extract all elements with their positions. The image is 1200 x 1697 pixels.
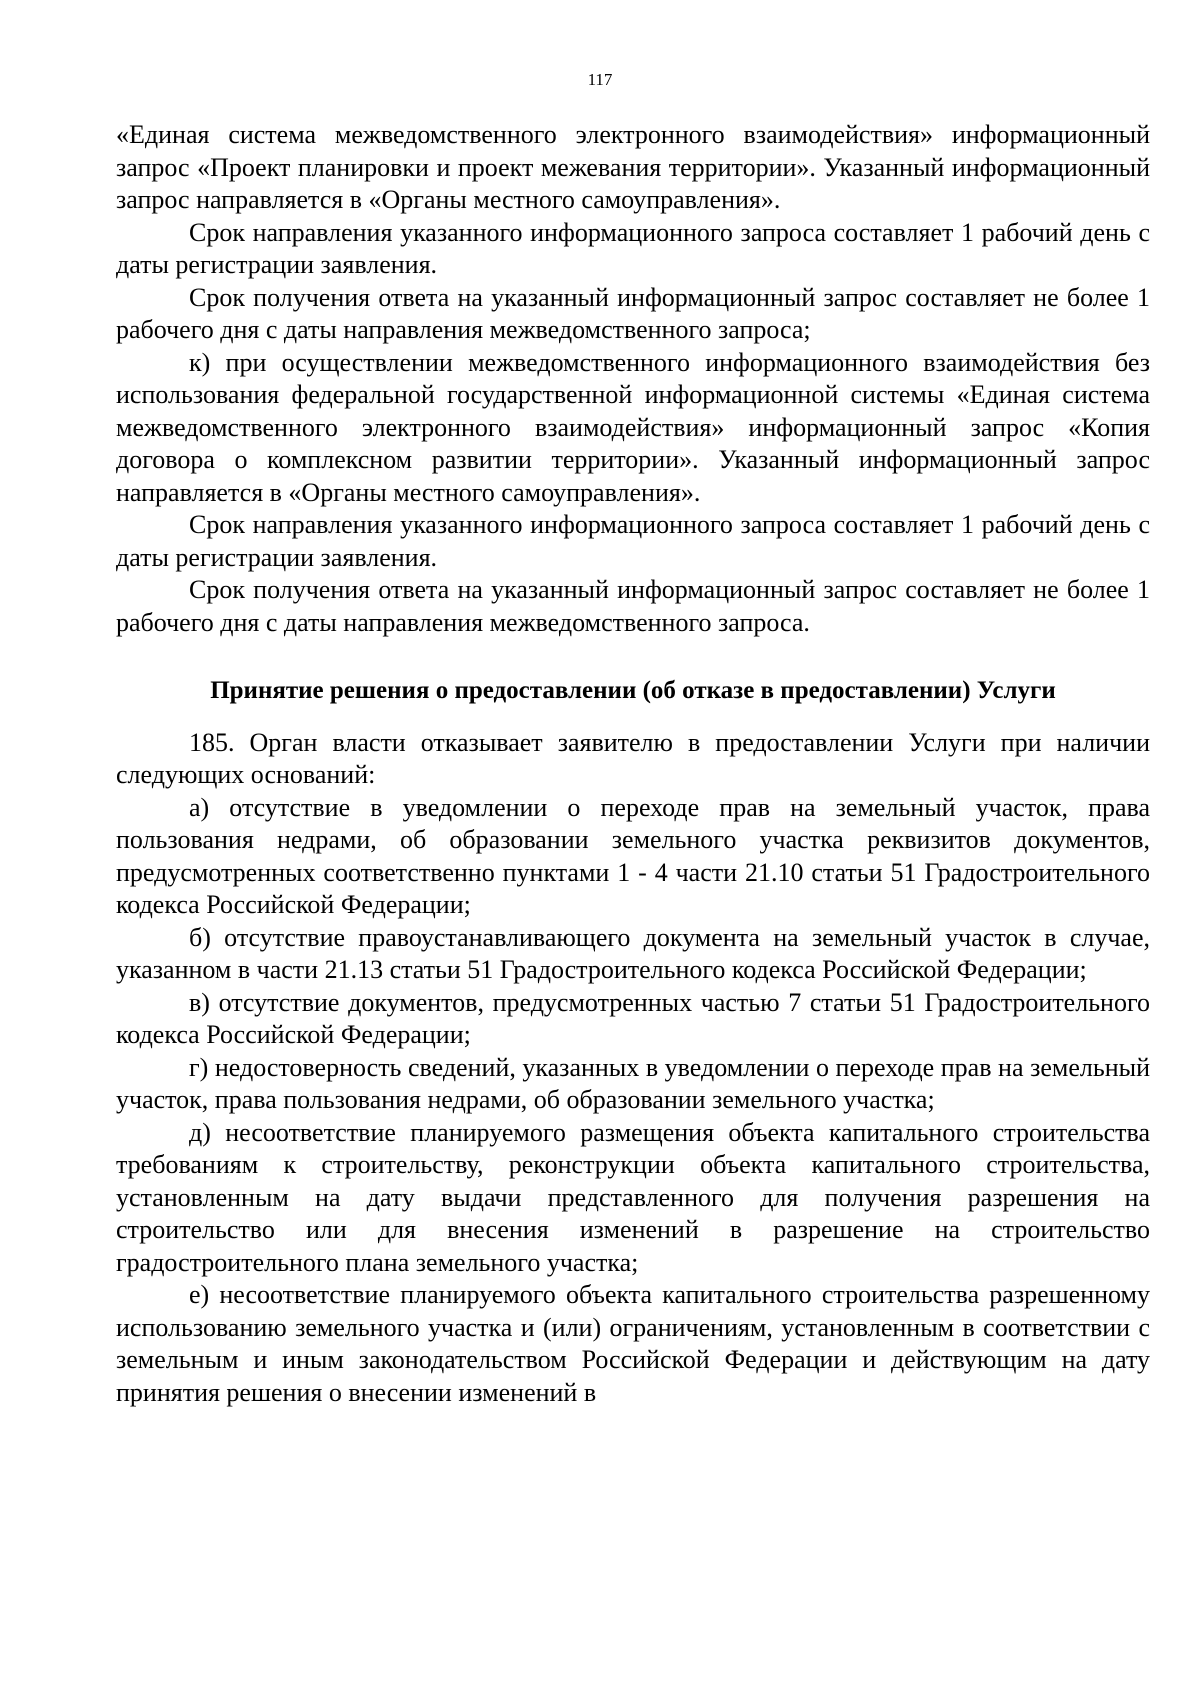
list-item: д) несоответствие планируемого размещения объекта капитального строительства требованиям к строительству, реконструкции объекта капитального строительства, установленным на дату выдачи представленного для получения разрешения на строительство или для внесения изменений в разрешение на строительство градостроительного плана земельного участка; xyxy=(116,1117,1150,1277)
page-number: 117 xyxy=(587,70,613,89)
list-item: а) отсутствие в уведомлении о переходе прав на земельный участок, права пользования недрами, об образовании земельного участка реквизитов документов, предусмотренных соответственно пунктами 1 - 4 части 21.10 статьи 51 Градостроительного кодекса Российской Федерации; xyxy=(116,792,1150,919)
paragraph: к) при осуществлении межведомственного информационного взаимодействия без использования федеральной государственной информационной системы «Единая система межведомственного электронного взаимодействия» информационный запрос «Копия договора о комплексном развитии территории». Указанный информационный запрос направляется в «Органы местного самоуправления». xyxy=(116,347,1150,507)
document-body xyxy=(116,119,1150,1409)
paragraph: 185. Орган власти отказывает заявителю в предоставлении Услуги при наличии следующих оснований: xyxy=(116,727,1150,789)
list-item: г) недостоверность сведений, указанных в уведомлении о переходе прав на земельный участок, права пользования недрами, об образовании земельного участка; xyxy=(116,1052,1150,1114)
paragraph: Срок получения ответа на указанный информационный запрос составляет не более 1 рабочего дня с даты направления межведомственного запроса. xyxy=(116,575,1150,637)
section-heading: Принятие решения о предоставлении (об отказе в предоставлении) Услуги xyxy=(210,677,1056,704)
list-item: в) отсутствие документов, предусмотренных частью 7 статьи 51 Градостроительного кодекса Российской Федерации; xyxy=(116,987,1150,1049)
paragraph: Срок направления указанного информационного запроса составляет 1 рабочий день с даты регистрации заявления. xyxy=(116,510,1150,572)
list-item: б) отсутствие правоустанавливающего документа на земельный участок в случае, указанном в части 21.13 статьи 51 Градостроительного кодекса Российской Федерации; xyxy=(116,922,1150,984)
paragraph: Срок получения ответа на указанный информационный запрос составляет не более 1 рабочего дня с даты направления межведомственного запроса; xyxy=(116,282,1150,344)
paragraph: «Единая система межведомственного электронного взаимодействия» информационный запрос «Проект планировки и проект межевания территории». Указанный информационный запрос направляется в «Органы местного самоуправления». xyxy=(116,120,1150,214)
paragraph: Срок направления указанного информационного запроса составляет 1 рабочий день с даты регистрации заявления. xyxy=(116,217,1150,279)
list-item: е) несоответствие планируемого объекта капитального строительства разрешенному использованию земельного участка и (или) ограничениям, установленным в соответствии с земельным и иным законодательством Российской Федерации и действующим на дату принятия решения о внесении изменений в xyxy=(116,1280,1150,1407)
